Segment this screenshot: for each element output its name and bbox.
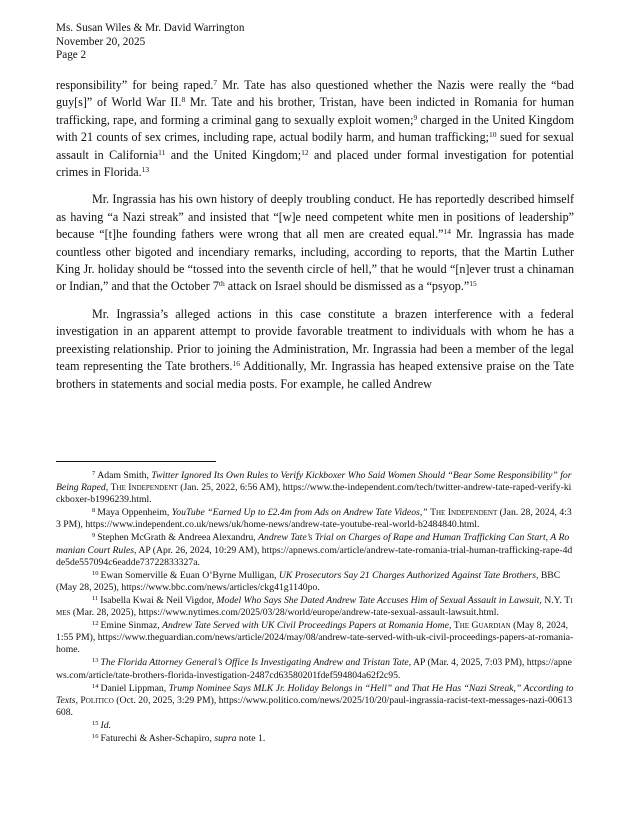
text-run: and placed under formal investigation for potential crimes in Florida. (56, 147, 574, 180)
footnote-publication: Times (56, 594, 573, 619)
footnote-title: Trump Nominee Says MLK Jr. Holiday Belongs in “Hell” and That He Has “Nazi Streak,” According to Texts (56, 682, 574, 706)
footnote-title: YouTube “Earned Up to £2.4m from Ads on Andrew Tate Videos,” (171, 507, 428, 519)
footnote-ref[interactable]: 11 (158, 147, 166, 157)
paragraph-interference (56, 306, 574, 393)
footnote-title: Andrew Tate’s Trial on Charges of Rape and Human Trafficking Can Start, A Romanian Court Rules (56, 532, 570, 556)
footnote-ref[interactable]: 12 (301, 147, 309, 157)
footnote-9 (56, 532, 574, 568)
footnote-publication: Politico (80, 694, 114, 706)
text-run: Mr. Ingrassia has his own history of deeply troubling conduct. He has reportedly described himself as having “a Nazi streak” and insisted that “[w]e need competent white men in positions of leadership” because “[t]he founding fathers were wrong that all men are created equal.” (56, 192, 574, 242)
text-run: responsibility” for being raped. (56, 78, 214, 92)
footnote-number: 16 (92, 732, 99, 740)
footnote-author: Isabella Kwai & Neil Vigdor, (100, 594, 217, 606)
footnote-number: 9 (92, 532, 96, 540)
footnote-citation[interactable]: , AP (Mar. 4, 2025, 7:03 PM), https://apnews.com/article/tate-brothers-florida-investigation-2487cd63580201fdef594804a62f2c95. (56, 657, 572, 681)
footnote-citation[interactable]: (Jan. 28, 2024, 4:33 PM), https://www.independent.co.uk/news/uk/home-news/andrew-tate-youtube-real-world-b2484840.html. (56, 507, 572, 531)
text-run: Mr. Tate has also questioned whether the Nazis were really the “bad guy[s]” of World War II. (56, 78, 574, 110)
paragraph-tate-background (56, 77, 574, 181)
footnote-text: , N.Y. (539, 594, 565, 606)
footnote-separator (56, 461, 216, 462)
footnote-number: 11 (92, 594, 99, 602)
footnote-ref[interactable]: 10 (489, 130, 497, 140)
footnote-number: 12 (92, 620, 99, 628)
footnote-number: 15 (92, 719, 99, 727)
footnote-author: Stephen McGrath & Andreea Alexandru, (97, 532, 259, 544)
text-run: and the United Kingdom; (165, 147, 302, 162)
footnote-citation[interactable]: , BBC (May 28, 2025), https://www.bbc.com/news/articles/ckg41g1140po. (56, 569, 561, 593)
footnote-11 (56, 595, 574, 619)
footnote-15 (56, 720, 574, 732)
text-run: Additionally, Mr. Ingrassia has heaped extensive praise on the Tate brothers in statements and social media posts. For example, he called Andrew (56, 359, 575, 391)
footnote-ref[interactable]: 16 (232, 359, 240, 369)
footnote-publication: The Guardian (453, 620, 511, 632)
letter-body (56, 77, 574, 403)
footnote-10 (56, 570, 574, 594)
footnote-number: 14 (92, 682, 99, 690)
footnote-8 (56, 507, 574, 531)
footnote-publication: The Independent (430, 507, 498, 519)
letter-header (56, 22, 244, 63)
ordinal-suffix: th (218, 279, 225, 289)
recipients-line: Ms. Susan Wiles & Mr. David Warrington (56, 22, 245, 34)
footnote-title: supra (214, 732, 237, 744)
footnote-publication: The Independent (110, 482, 178, 494)
footnote-author: Daniel Lippman, (100, 682, 169, 694)
footnote-number: 7 (92, 470, 96, 477)
footnote-author: Faturechi & Asher-Schapiro, (100, 732, 215, 744)
footnote-ref[interactable]: 8 (181, 95, 186, 105)
footnote-author: Ewan Somerville & Euan O’Byrne Mulligan, (100, 569, 279, 581)
footnote-number: 13 (92, 657, 99, 665)
footnote-14 (56, 683, 574, 719)
footnote-text: note 1. (236, 732, 266, 744)
footnote-citation[interactable]: (May 8, 2024, 1:55 PM), https://www.theguardian.com/news/article/2024/may/08/andrew-tate-served-with-uk-civil-proceedings-papers-at-romania-home. (56, 620, 574, 656)
footnote-author: Maya Oppenheim, (97, 507, 172, 519)
footnote-ref[interactable]: 7 (213, 78, 218, 87)
text-run: charged in the United Kingdom with 21 counts of sex crimes, including rape, actual bodily harm, and human trafficking; (56, 112, 574, 145)
date-line: November 20, 2025 (56, 35, 146, 48)
footnote-text: , (75, 694, 81, 706)
text-run: sued for sexual assault in California (56, 130, 574, 162)
footnote-ref[interactable]: 15 (469, 279, 477, 289)
footnote-title: UK Prosecutors Say 21 Charges Authorized Against Tate Brothers (278, 569, 536, 581)
footnote-number: 8 (92, 507, 96, 515)
paragraph-ingrassia-history (56, 191, 574, 295)
footnote-citation[interactable]: (Oct. 20, 2025, 3:29 PM), https://www.politico.com/news/2025/10/20/paul-ingrassia-racist-text-messages-nazi-00613608. (56, 694, 573, 718)
footnotes (56, 470, 574, 746)
text-run: Mr. Tate and his brother, Tristan, have been indicted in Romania for human trafficking, rape, and forming a criminal gang to sexually exploit women; (56, 95, 574, 127)
page-number: Page 2 (56, 49, 87, 61)
footnote-text: , (105, 482, 111, 494)
text-run: Mr. Ingrassia has made countless other bigoted and incendiary remarks, including, according to reports, that the Martin Luther King Jr. holiday should be “tossed into the seventh circle of hell,” that he would “[n]ever trust a chinaman or Indian,” and that the October 7 (56, 227, 574, 294)
footnote-author: Emine Sinmaz, (100, 620, 163, 632)
footnote-ref[interactable]: 14 (443, 227, 451, 237)
footnote-citation[interactable]: , AP (Apr. 26, 2024, 10:29 AM), https://apnews.com/article/andrew-tate-romania-trial-human-trafficking-rape-4dde5de557094c6eadde73722833327a. (56, 544, 573, 568)
footnote-citation[interactable]: (Jan. 25, 2022, 6:56 AM), https://www.the-independent.com/tech/twitter-andrew-tate-raped-verify-kickboxer-b1996239.html. (56, 482, 572, 506)
footnote-citation[interactable]: (Mar. 28, 2025), https://www.nytimes.com/2025/03/28/world/europe/andrew-tate-sexual-assault-lawsuit.html. (70, 607, 499, 619)
footnote-author: Adam Smith, (97, 470, 152, 481)
footnote-16 (56, 733, 574, 745)
footnote-title: The Florida Attorney General’s Office Is Investigating Andrew and Tristan Tate (100, 657, 409, 669)
footnote-number: 10 (92, 569, 99, 577)
footnote-ref[interactable]: 13 (141, 165, 150, 175)
footnote-ref[interactable]: 9 (413, 112, 418, 122)
footnote-12 (56, 620, 574, 656)
footnote-13 (56, 657, 574, 681)
footnote-title: Twitter Ignored Its Own Rules to Verify Kickboxer Who Said Women Should “Bear Some Responsibility” for Being Raped (56, 470, 572, 494)
text-run: Mr. Ingrassia’s alleged actions in this case constitute a brazen interference with a federal investigation in an apparent attempt to provide favorable treatment to individuals with whom he has a preexisting relationship. Prior to joining the Administration, Mr. Ingrassia had been a member of the legal team representing the Tate brothers. (56, 306, 574, 374)
footnote-7 (56, 470, 574, 506)
footnote-title: Id. (100, 719, 111, 731)
footnote-title: Model Who Says She Dated Andrew Tate Accuses Him of Sexual Assault in Lawsuit (216, 594, 540, 606)
text-run: attack on Israel should be dismissed as a “psyop.” (224, 279, 470, 294)
footnote-text: , (448, 620, 454, 632)
footnote-title: Andrew Tate Served with UK Civil Proceedings Papers at Romania Home (162, 620, 449, 632)
